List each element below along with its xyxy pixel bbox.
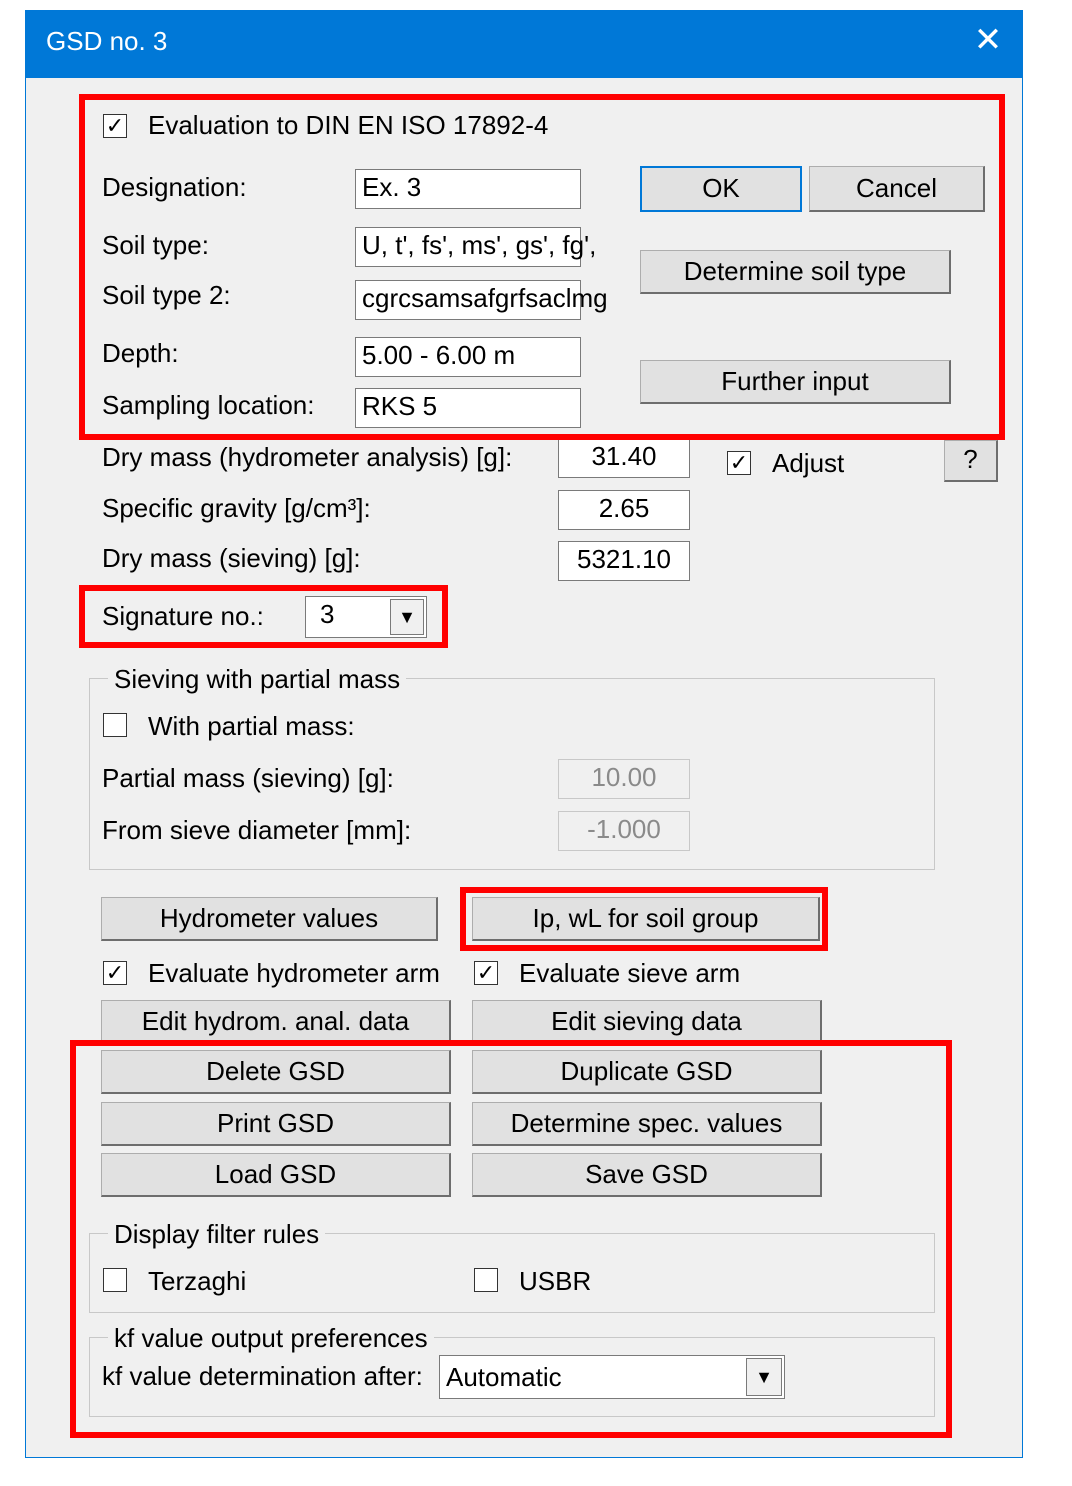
determine-spec-values-button[interactable]: Determine spec. values — [472, 1102, 822, 1146]
depth-label: Depth: — [102, 338, 179, 368]
delete-gsd-button[interactable]: Delete GSD — [101, 1050, 451, 1094]
check-icon: ✓ — [105, 113, 125, 138]
check-icon: ✓ — [105, 960, 125, 985]
evaluate-hydrometer-label: Evaluate hydrometer arm — [148, 958, 440, 988]
specific-gravity-field[interactable]: 2.65 — [558, 490, 690, 530]
ip-wl-button[interactable]: Ip, wL for soil group — [472, 897, 820, 941]
ok-button[interactable]: OK — [640, 166, 802, 212]
partial-mass-checkbox-label: With partial mass: — [148, 711, 355, 741]
dry-mass-sieving-field[interactable]: 5321.10 — [558, 541, 690, 581]
designation-label: Designation: — [102, 172, 247, 202]
save-gsd-button[interactable]: Save GSD — [472, 1153, 822, 1197]
close-icon[interactable]: ✕ — [973, 21, 1003, 59]
designation-field[interactable]: Ex. 3 — [355, 169, 581, 209]
evaluate-sieve-label: Evaluate sieve arm — [519, 958, 741, 988]
load-gsd-button[interactable]: Load GSD — [101, 1153, 451, 1197]
further-input-button[interactable]: Further input — [640, 360, 951, 404]
print-gsd-button[interactable]: Print GSD — [101, 1102, 451, 1146]
soil-type-2-field[interactable]: cgrcsamsafgrfsaclmg — [355, 280, 581, 320]
window-title: GSD no. 3 — [46, 26, 168, 56]
cancel-button[interactable]: Cancel — [809, 166, 985, 212]
depth-field[interactable]: 5.00 - 6.00 m — [355, 337, 581, 377]
signature-select[interactable]: 3 — [305, 596, 427, 638]
hydrometer-values-button[interactable]: Hydrometer values — [101, 897, 438, 941]
specific-gravity-label: Specific gravity [g/cm³]: — [102, 493, 371, 523]
evaluation-label: Evaluation to DIN EN ISO 17892-4 — [148, 110, 549, 140]
signature-label: Signature no.: — [102, 601, 264, 631]
soil-type-2-label: Soil type 2: — [102, 280, 231, 310]
determine-soil-type-button[interactable]: Determine soil type — [640, 250, 951, 294]
from-sieve-field: -1.000 — [558, 811, 690, 851]
adjust-label: Adjust — [772, 448, 845, 478]
edit-sieving-button[interactable]: Edit sieving data — [472, 1000, 822, 1044]
help-button[interactable]: ? — [944, 440, 998, 482]
chevron-down-icon[interactable]: ▼ — [390, 599, 424, 635]
evaluation-checkbox[interactable] — [103, 114, 127, 138]
terzaghi-checkbox[interactable] — [103, 1268, 127, 1292]
partial-mass-label: Partial mass (sieving) [g]: — [102, 763, 394, 793]
soil-type-field[interactable]: U, t', fs', ms', gs', fg', — [355, 227, 581, 267]
chevron-down-icon[interactable]: ▼ — [746, 1358, 782, 1396]
title-bar — [25, 10, 1023, 78]
partial-mass-field: 10.00 — [558, 759, 690, 799]
dry-mass-hydro-field[interactable]: 31.40 — [558, 438, 690, 478]
sampling-location-label: Sampling location: — [102, 390, 315, 420]
edit-hydrom-button[interactable]: Edit hydrom. anal. data — [101, 1000, 451, 1044]
kf-group-title: kf value output preferences — [108, 1323, 434, 1353]
duplicate-gsd-button[interactable]: Duplicate GSD — [472, 1050, 822, 1094]
terzaghi-label: Terzaghi — [148, 1266, 247, 1296]
usbr-checkbox[interactable] — [474, 1268, 498, 1292]
kf-determination-select[interactable]: Automatic — [439, 1355, 785, 1399]
adjust-checkbox[interactable] — [727, 451, 751, 475]
check-icon: ✓ — [476, 960, 496, 985]
dry-mass-sieving-label: Dry mass (sieving) [g]: — [102, 543, 361, 573]
partial-mass-checkbox[interactable] — [103, 713, 127, 737]
from-sieve-label: From sieve diameter [mm]: — [102, 815, 412, 845]
evaluate-sieve-checkbox[interactable] — [474, 961, 498, 985]
kf-determination-label: kf value determination after: — [102, 1361, 423, 1391]
dry-mass-hydro-label: Dry mass (hydrometer analysis) [g]: — [102, 442, 513, 472]
sampling-location-field[interactable]: RKS 5 — [355, 388, 581, 428]
filter-rules-group-title: Display filter rules — [108, 1219, 325, 1249]
partial-mass-group-title: Sieving with partial mass — [108, 664, 406, 694]
soil-type-label: Soil type: — [102, 230, 209, 260]
evaluate-hydrometer-checkbox[interactable] — [103, 961, 127, 985]
usbr-label: USBR — [519, 1266, 592, 1296]
check-icon: ✓ — [729, 450, 749, 475]
